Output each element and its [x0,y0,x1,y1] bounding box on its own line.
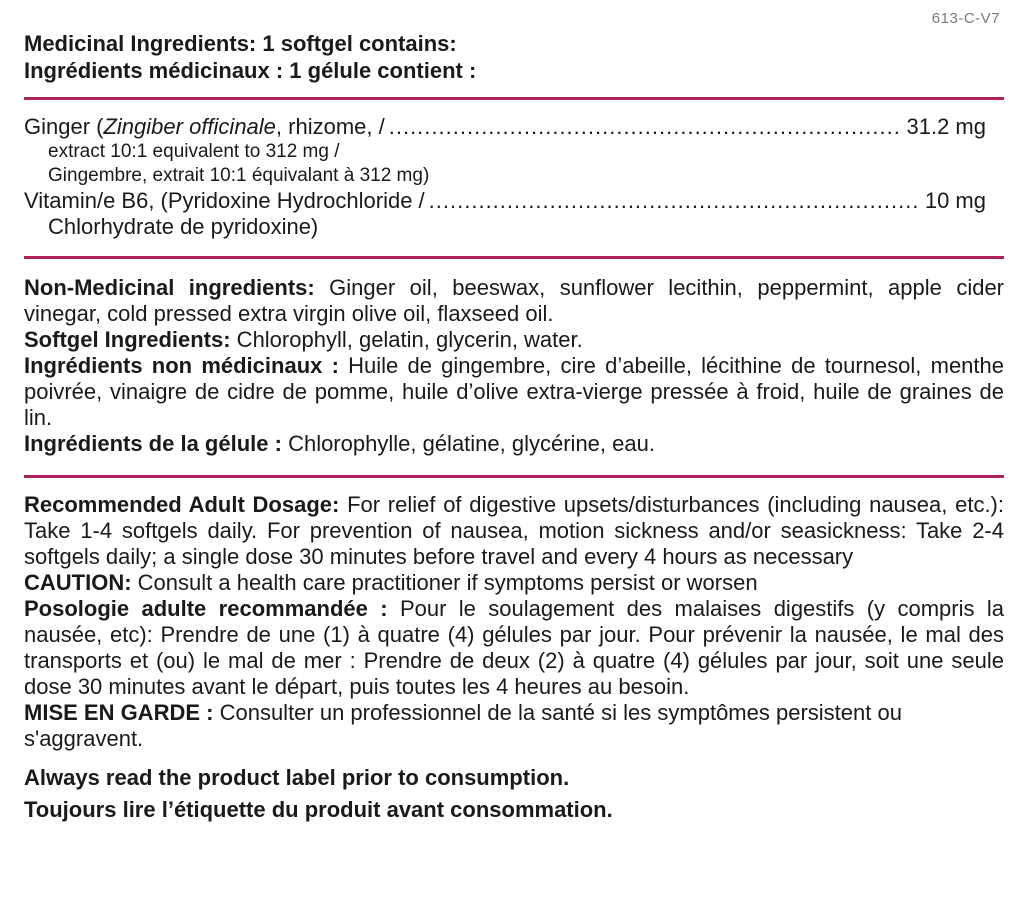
label-document [24,0,1004,826]
dosage-en: Recommended Adult Dosage: For relief of digestive upsets/disturbances (including nausea, etc.): Take 1-4 softgels daily. For prevention of nausea, motion sickness and/or seasickness: Take 2-4 softgels daily; a single dose 30 minutes before travel and every 4 hours as necessary [24,492,1004,569]
ingredient-detail: extract 10:1 equivalent to 312 mg / [48,141,340,162]
ingredient-vitamin-b6 [24,188,1004,214]
heading-en: Medicinal Ingredients: 1 softgel contains: [24,31,457,56]
medicinal-heading [24,0,1004,84]
dosage-fr: Posologie adulte recommandée : Pour le soulagement des malaises digestifs (y compris la nausée, etc): Prendre de une (1) à quatre (4) gélules par jour. Pour prévenir la nausée, le mal des transports et (ou) le mal de mer : Prendre de deux (2) à quatre (4) gélules par jour, soit une seule dose 30 minutes avant le départ, puis toutes les 4 heures au besoin. [24,596,1004,699]
footer-fr: Toujours lire l’étiquette du produit avant consommation. [24,797,613,822]
footer-notice [24,752,1004,826]
non-medicinal-fr: Ingrédients non médicinaux : Huile de gingembre, cire d’abeille, lécithine de tournesol, menthe poivrée, vinaigre de cidre de pomme, huile d’olive extra-vierge pressée à froid, huile de graines de lin. [24,353,1004,430]
medicinal-ingredients-list [24,100,1004,240]
ingredient-detail: Chlorhydrate de pyridoxine) [48,214,319,239]
ingredient-amount: 10 mg [924,188,986,213]
ingredient-amount: 31.2 mg [906,114,986,139]
ingredient-name: Ginger (Zingiber officinale, rhizome, / [24,114,385,139]
label-code: 613-C-V7 [931,10,1000,27]
ingredient-ginger [24,114,1004,140]
non-medicinal-en: Non-Medicinal ingredients: Ginger oil, beeswax, sunflower lecithin, peppermint, apple cider vinegar, cold pressed extra virgin olive oil, flaxseed oil. [24,275,1005,326]
non-medicinal-section [24,259,1004,457]
ingredient-name: Vitamin/e B6, (Pyridoxine Hydrochloride / [24,188,425,213]
leader-dots [429,188,919,214]
leader-dots [389,114,901,140]
dosage-section [24,478,1004,752]
softgel-ingredients-en: Softgel Ingredients: Chlorophyll, gelatin, glycerin, water. [24,327,583,352]
softgel-ingredients-fr: Ingrédients de la gélule : Chlorophylle, gélatine, glycérine, eau. [24,431,655,456]
ingredient-detail: Gingembre, extrait 10:1 équivalant à 312 mg) [48,165,430,186]
caution-fr: MISE EN GARDE : Consulter un professionnel de la santé si les symptômes persistent ou s'aggravent. [24,700,902,751]
caution-en: CAUTION: Consult a health care practitioner if symptoms persist or worsen [24,570,758,595]
footer-en: Always read the product label prior to consumption. [24,765,570,790]
heading-fr: Ingrédients médicinaux : 1 gélule contient : [24,58,477,83]
